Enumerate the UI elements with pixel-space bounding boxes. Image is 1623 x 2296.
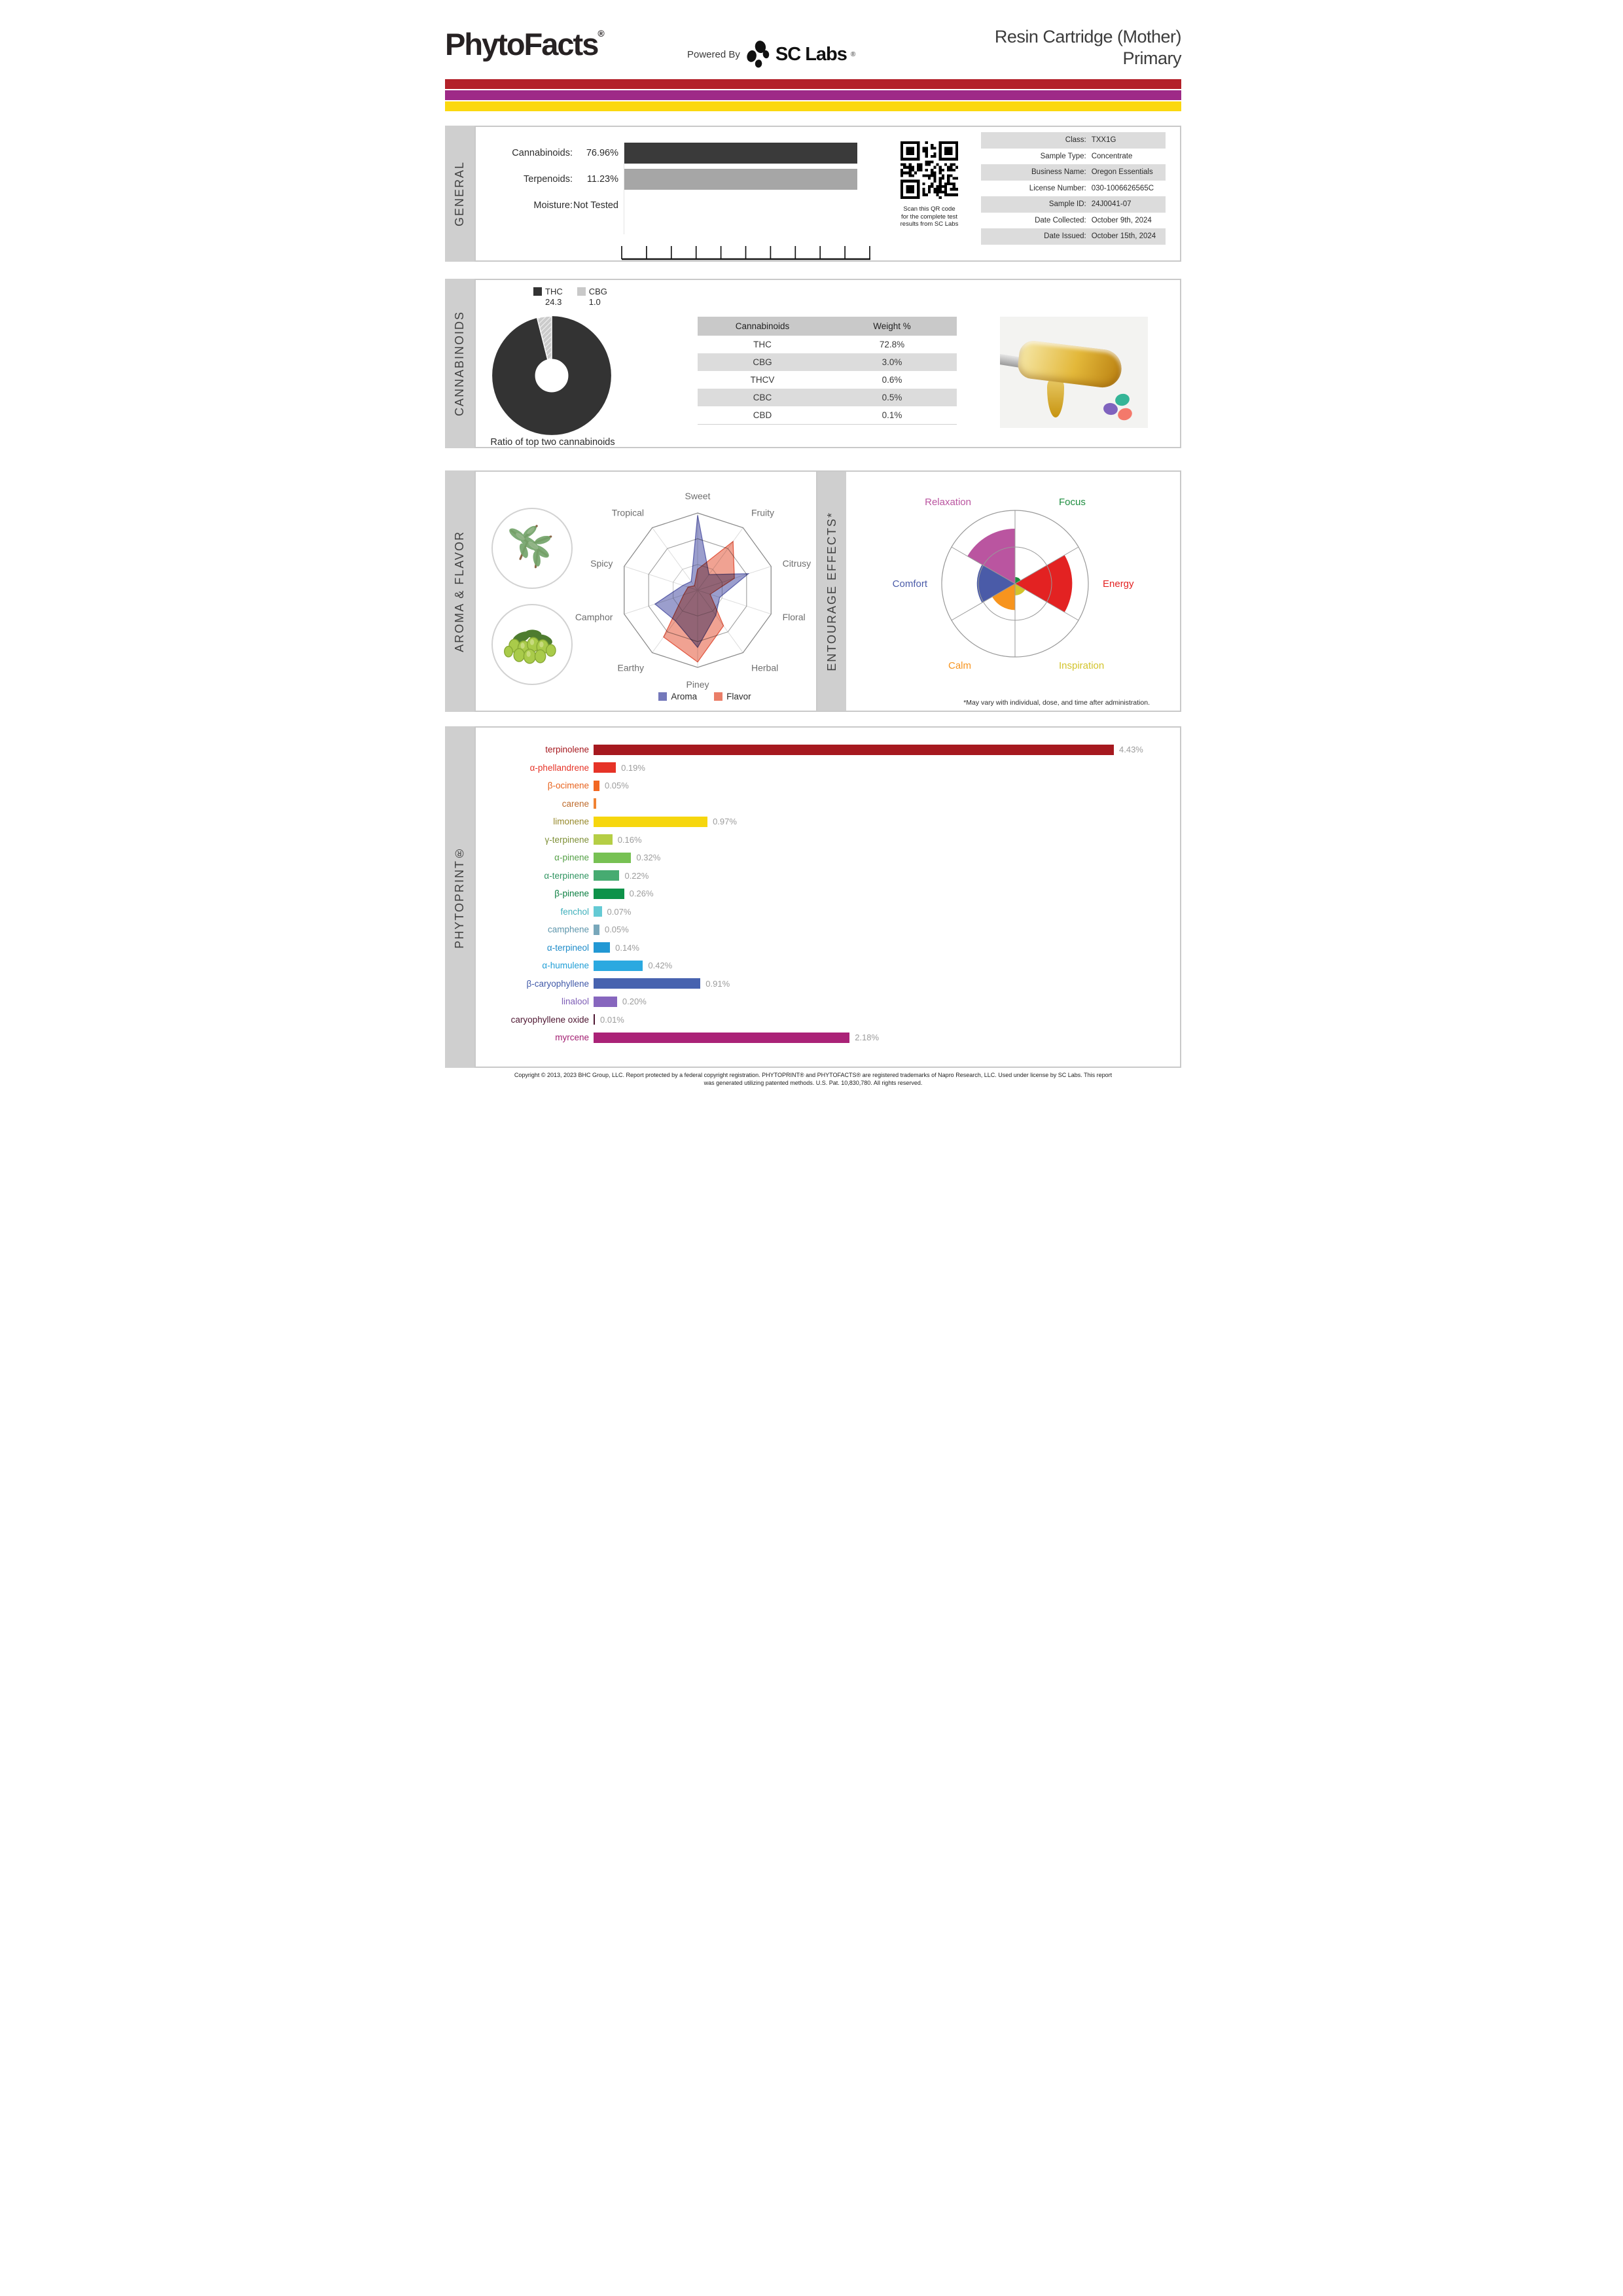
terpene-bar — [594, 834, 613, 845]
general-summary-rows — [489, 140, 895, 219]
terpene-bar-area — [594, 889, 1180, 899]
cannabinoid-weight: 0.5% — [882, 393, 902, 402]
legend-value: 24.3 — [545, 297, 562, 307]
table-row — [698, 406, 957, 424]
terpene-name: α-humulene — [542, 961, 589, 971]
powered-by-label: Powered By — [687, 48, 740, 60]
cannabinoids-table-header — [698, 317, 957, 336]
donut-legend — [533, 287, 607, 307]
report-title-line1: Resin Cartridge (Mother) — [994, 27, 1181, 46]
section-aroma-flavor — [445, 470, 1181, 712]
table-row — [698, 336, 957, 353]
info-label: Sample ID: — [1048, 200, 1086, 209]
svg-text:Tropical: Tropical — [611, 507, 645, 518]
section-cannabinoids-title: CANNABINOIDS — [453, 310, 466, 417]
legend-name: THC — [545, 287, 563, 296]
terpene-value: 0.26% — [629, 889, 654, 899]
terpene-value: 0.91% — [705, 978, 730, 989]
section-phytoprint-title: PHYTOPRINT® — [453, 845, 466, 949]
info-row — [981, 228, 1166, 245]
info-row — [981, 164, 1166, 181]
terpene-name: camphene — [547, 925, 589, 935]
terpene-bar — [594, 853, 631, 863]
terpene-bar — [594, 906, 602, 917]
terpenoids-total-value: 11.23% — [586, 174, 618, 185]
terpene-value: 0.05% — [604, 781, 629, 791]
terpene-name: α-terpinene — [544, 870, 589, 881]
hops-icon — [497, 609, 567, 680]
cannabinoid-weight: 0.6% — [882, 375, 902, 385]
watermark-dot-coral — [1116, 406, 1134, 422]
terpene-bar-area — [594, 925, 1180, 935]
svg-text:Inspiration: Inspiration — [1059, 660, 1105, 671]
terpene-value: 0.07% — [607, 906, 632, 917]
terpene-bar — [594, 942, 610, 953]
terpene-value: 0.01% — [600, 1014, 624, 1025]
hops-image-circle — [491, 604, 573, 685]
info-row — [981, 213, 1166, 229]
sclabs-name: SC Labs — [775, 43, 847, 65]
section-phytoprint-content — [474, 726, 1181, 1068]
copyright-footer — [445, 1072, 1181, 1087]
section-cannabinoids — [445, 279, 1181, 448]
section-general-sidebar — [445, 126, 474, 262]
terpene-bar — [594, 745, 1114, 755]
sample-info-table — [981, 132, 1166, 245]
registered-mark: ® — [597, 28, 605, 39]
terpene-name: β-pinene — [554, 889, 589, 899]
terpene-value: 2.18% — [855, 1033, 880, 1043]
cannabinoid-name: CBD — [753, 410, 772, 420]
terpene-bar-area — [594, 798, 1180, 809]
terpene-bar — [594, 961, 643, 971]
terpene-value: 0.22% — [624, 870, 649, 881]
watermark-dot-teal — [1114, 392, 1131, 407]
terpene-bar — [594, 870, 619, 881]
table-row — [698, 353, 957, 371]
section-cannabinoids-sidebar — [445, 279, 474, 448]
terpene-row — [476, 993, 1180, 1011]
svg-text:Sweet: Sweet — [685, 491, 711, 501]
terpene-value: 0.20% — [622, 997, 647, 1007]
donut-caption: Ratio of top two cannabinoids — [490, 437, 615, 448]
section-phytoprint — [445, 726, 1181, 1068]
table-row — [698, 371, 957, 389]
copyright-line2: was generated utilizing patented methods. U.S. Pat. 10,830,780. All rights reserved. — [704, 1079, 923, 1086]
terpene-name: β-ocimene — [547, 781, 589, 791]
column-header: Weight % — [873, 321, 911, 331]
section-aroma-sidebar — [445, 470, 474, 712]
terpene-bar — [594, 978, 700, 989]
terpene-row — [476, 903, 1180, 921]
terpene-bar-chart — [476, 741, 1180, 1047]
terpene-bar — [594, 1014, 595, 1025]
scale-ruler — [621, 242, 872, 260]
aroma-flavor-radar-chart — [573, 477, 822, 703]
sclabs-logo — [747, 41, 855, 68]
info-label: Business Name: — [1031, 168, 1086, 177]
cannabinoids-total-row — [489, 140, 895, 166]
svg-text:Piney: Piney — [686, 679, 709, 690]
svg-text:Energy: Energy — [1103, 578, 1134, 590]
section-general-title: GENERAL — [453, 160, 466, 227]
terpene-name: α-terpineol — [546, 942, 589, 953]
resin-blob-image — [1016, 340, 1124, 390]
registered-mark: ® — [850, 50, 856, 58]
section-aroma-title: AROMA & FLAVOR — [453, 530, 466, 652]
legend-swatch — [533, 287, 542, 296]
terpene-value: 0.97% — [713, 817, 737, 827]
terpene-name: linalool — [561, 997, 589, 1007]
phytofacts-report-page — [406, 0, 1217, 1148]
cannabinoids-total-bar — [624, 143, 857, 164]
terpene-bar — [594, 1033, 849, 1043]
terpene-row — [476, 921, 1180, 939]
terpene-bar-area — [594, 906, 1180, 917]
info-row — [981, 132, 1166, 149]
radar-legend-entry: Aroma — [658, 692, 697, 701]
terpene-name: terpinolene — [545, 745, 589, 755]
legend-name: CBG — [588, 287, 607, 296]
terpene-bar — [594, 762, 616, 773]
qr-code — [901, 141, 958, 199]
svg-text:Calm: Calm — [948, 660, 971, 671]
info-row — [981, 181, 1166, 197]
terpene-value: 0.32% — [636, 853, 661, 863]
svg-text:Relaxation: Relaxation — [925, 497, 971, 508]
terpene-name: β-caryophyllene — [526, 978, 589, 989]
cannabinoids-total-label: Cannabinoids: — [512, 148, 573, 158]
donut-legend-top — [577, 287, 607, 296]
radar-legend — [626, 692, 783, 701]
legend-swatch — [658, 692, 667, 701]
terpene-row — [476, 849, 1180, 867]
cannabinoid-name: CBG — [753, 357, 772, 367]
donut-legend-entry — [577, 287, 607, 307]
terpene-bar-area — [594, 853, 1180, 863]
section-general-content — [474, 126, 1181, 262]
terpenoids-total-row — [489, 166, 895, 192]
donut-legend-top — [533, 287, 563, 296]
cannabinoid-name: CBC — [753, 393, 772, 402]
svg-text:Focus: Focus — [1059, 497, 1086, 508]
terpene-name: γ-terpinene — [544, 834, 589, 845]
terpene-bar-area — [594, 978, 1180, 989]
table-row — [698, 389, 957, 406]
terpene-row — [476, 957, 1180, 975]
terpene-bar-area — [594, 745, 1180, 755]
svg-text:Earthy: Earthy — [617, 662, 645, 673]
terpene-row — [476, 885, 1180, 903]
terpene-name: limonene — [553, 817, 589, 827]
terpene-name: myrcene — [555, 1033, 589, 1043]
terpene-name: α-pinene — [554, 853, 589, 863]
pine-image-circle — [491, 508, 573, 589]
svg-text:Citrusy: Citrusy — [782, 557, 812, 569]
column-header: Cannabinoids — [735, 321, 790, 331]
section-general — [445, 126, 1181, 262]
svg-text:Fruity: Fruity — [751, 507, 774, 518]
info-label: License Number: — [1029, 184, 1086, 192]
moisture-label: Moisture: — [533, 200, 573, 211]
terpene-row — [476, 741, 1180, 759]
section-entourage-title: ENTOURAGE EFFECTS* — [825, 511, 838, 671]
terpene-bar-area — [594, 817, 1180, 827]
info-label: Date Collected: — [1035, 216, 1086, 224]
cannabinoid-weight: 72.8% — [879, 340, 905, 349]
legend-swatch — [714, 692, 722, 701]
terpenoids-total-label: Terpenoids: — [524, 174, 573, 185]
terpene-value: 0.14% — [615, 942, 639, 953]
qr-block — [890, 141, 969, 228]
brand-stripe-yellow — [445, 101, 1181, 111]
cannabinoid-name: THCV — [750, 375, 775, 385]
terpene-bar-area — [594, 781, 1180, 791]
terpene-bar-area — [594, 1033, 1180, 1043]
section-cannabinoids-content — [474, 279, 1181, 448]
svg-text:Comfort: Comfort — [892, 578, 927, 590]
terpene-row — [476, 939, 1180, 957]
resin-photo — [1000, 317, 1148, 428]
section-aroma-content — [474, 470, 1181, 712]
terpene-bar — [594, 997, 617, 1007]
entourage-effects-chart — [861, 476, 1169, 692]
cannabinoid-ratio-donut — [486, 310, 617, 441]
terpene-bar — [594, 925, 599, 935]
info-value: October 15th, 2024 — [1091, 232, 1156, 241]
terpene-bar-area — [594, 1014, 1180, 1025]
svg-text:Herbal: Herbal — [751, 662, 779, 673]
terpene-bar-area — [594, 870, 1180, 881]
terpene-bar — [594, 798, 596, 809]
terpene-row — [476, 1011, 1180, 1029]
legend-swatch — [577, 287, 586, 296]
svg-text:Floral: Floral — [782, 612, 806, 623]
phytofacts-logo — [445, 26, 605, 62]
terpene-row — [476, 975, 1180, 993]
svg-text:Spicy: Spicy — [590, 557, 613, 569]
entourage-footnote: *May vary with individual, dose, and time after administration. — [963, 699, 1150, 707]
info-value: Concentrate — [1091, 152, 1133, 160]
info-row — [981, 149, 1166, 165]
pine-branch-icon — [497, 513, 567, 584]
donut-legend-entry — [533, 287, 563, 307]
terpene-name: fenchol — [560, 906, 589, 917]
terpene-bar-area — [594, 942, 1180, 953]
moisture-row — [489, 192, 895, 219]
terpene-row — [476, 813, 1180, 831]
terpene-row — [476, 759, 1180, 777]
cannabinoid-weight: 3.0% — [882, 357, 902, 367]
terpene-row — [476, 1029, 1180, 1047]
info-label: Date Issued: — [1044, 232, 1086, 241]
cannabinoid-name: THC — [753, 340, 772, 349]
terpene-name: carene — [562, 798, 589, 809]
qr-caption: Scan this QR code for the complete test results from SC Labs — [900, 205, 959, 228]
info-value: 030-1006626565C — [1091, 184, 1154, 192]
terpene-name: caryophyllene oxide — [510, 1014, 589, 1025]
terpene-row — [476, 867, 1180, 885]
terpene-row — [476, 777, 1180, 795]
info-label: Sample Type: — [1040, 152, 1086, 160]
info-value: 24J0041-07 — [1091, 200, 1132, 209]
terpene-bar — [594, 781, 599, 791]
brand-stripe-red — [445, 79, 1181, 89]
copyright-line1: Copyright © 2013, 2023 BHC Group, LLC. Report protected by a federal copyright registration. PHYTOPRINT® and PHYTOFACTS® are registered trademarks of Napro Research, LLC. Used under license by SC Labs. This report — [514, 1072, 1113, 1078]
moisture-value: Not Tested — [573, 200, 618, 211]
powered-by-block — [687, 41, 855, 68]
cannabinoids-table — [698, 317, 957, 425]
terpene-value: 0.16% — [617, 834, 642, 845]
radar-legend-entry: Flavor — [714, 692, 751, 701]
terpene-bar-area — [594, 834, 1180, 845]
cannabinoids-total-value: 76.96% — [586, 148, 618, 158]
report-title-line2: Primary — [1122, 48, 1181, 68]
section-entourage-sidebar — [816, 472, 846, 711]
brand-stripe-purple — [445, 90, 1181, 100]
legend-value: 1.0 — [588, 297, 601, 307]
terpene-value: 0.19% — [621, 762, 645, 773]
terpene-value: 4.43% — [1119, 745, 1143, 755]
terpene-bar — [594, 889, 624, 899]
cannabinoid-weight: 0.1% — [882, 410, 902, 420]
terpene-bar-area — [594, 961, 1180, 971]
sclabs-dots-icon — [747, 41, 772, 68]
info-row — [981, 196, 1166, 213]
terpene-value: 0.05% — [604, 925, 629, 935]
terpene-row — [476, 795, 1180, 813]
terpene-bar-area — [594, 762, 1180, 773]
phytofacts-logo-text: PhytoFacts — [445, 27, 598, 62]
info-value: October 9th, 2024 — [1091, 216, 1152, 224]
section-phytoprint-sidebar — [445, 726, 474, 1068]
info-value: TXX1G — [1091, 136, 1116, 145]
resin-drip-image — [1047, 377, 1064, 417]
info-label: Class: — [1065, 136, 1086, 145]
report-title — [995, 26, 1181, 69]
terpene-row — [476, 831, 1180, 849]
terpenoids-total-bar — [624, 169, 857, 190]
svg-text:Camphor: Camphor — [575, 612, 613, 623]
info-value: Oregon Essentials — [1091, 168, 1153, 177]
terpene-bar — [594, 817, 707, 827]
terpene-value: 0.42% — [648, 961, 673, 971]
terpene-name: α-phellandrene — [529, 762, 589, 773]
terpene-bar-area — [594, 997, 1180, 1007]
